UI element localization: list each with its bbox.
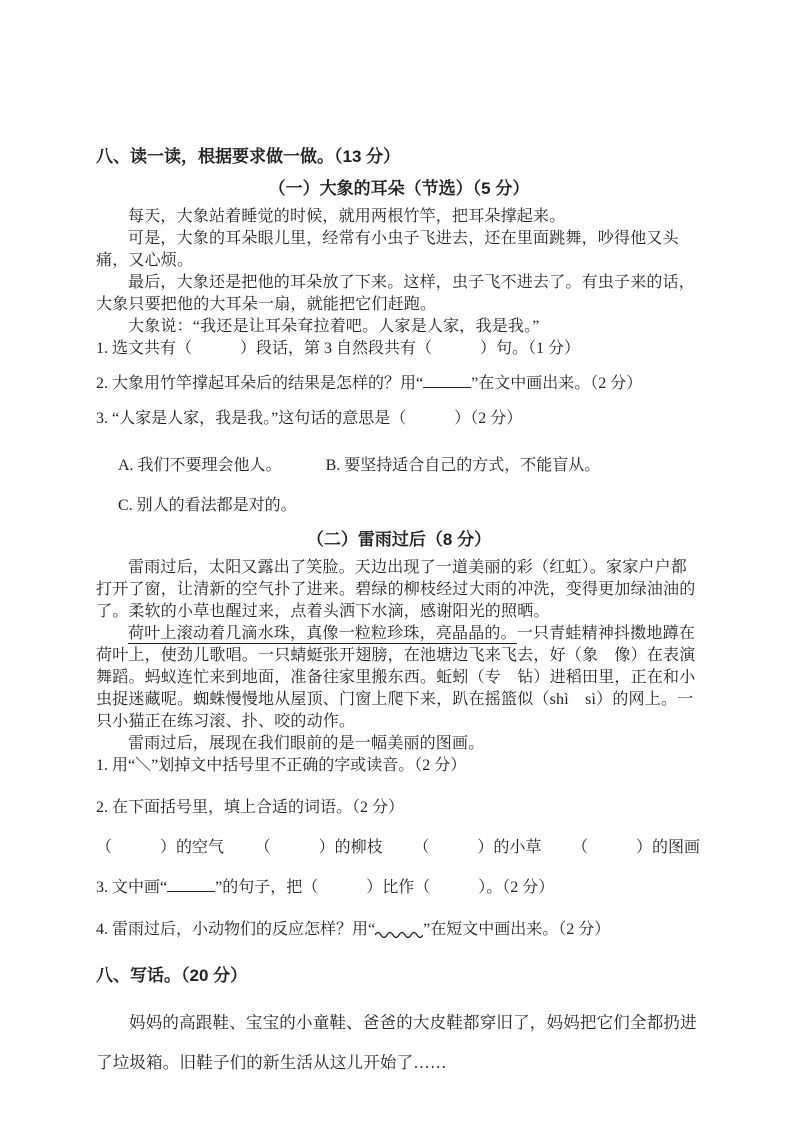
question-text: ”在短文中画出来。（2 分） xyxy=(423,921,611,938)
passage-text: 一只青蛙精神抖擞地蹲在荷叶上，使劲儿歌唱。一只蜻蜓张开翅膀，在池塘边飞来飞去，好（象 像）在表演舞蹈。蚂蚁连忙来到地面，准备往家里搬东西。蚯蚓（专 钻）进稻田里，正在和小虫捉迷藏呢。蜘蛛慢慢地从屋顶、门窗上爬下来，趴在摇篮似（shì sì）的网上。一只小猫正在练习滚、扑、咬的动作。 xyxy=(96,625,696,730)
passage1-paragraph: 最后，大象还是把他的耳朵放了下来。这样，虫子飞不进去了。有虫子来的话，大象只要把他的大耳朵一扇，就能把它们赶跑。 xyxy=(96,274,696,313)
passage2-question-3 xyxy=(96,877,702,899)
passage2-title: （二）雷雨过后（8 分） xyxy=(306,530,492,549)
straight-underline-blank xyxy=(167,877,215,892)
wavy-underline-icon xyxy=(375,920,423,934)
question-text: 2. 大象用竹竿撑起耳朵后的结果是怎样的？用“ xyxy=(96,375,424,392)
passage2-question-2: 2. 在下面括号里，填上合适的词语。（2 分） xyxy=(96,799,405,816)
blank-phrase: （ ）的小草 xyxy=(413,839,542,856)
question-text: ”在文中画出来。（2 分） xyxy=(471,375,643,392)
passage1-question-1: 1. 选文共有（ ）段话，第 3 自然段共有（ ）句。（1 分） xyxy=(96,340,581,357)
passage1-paragraph: 每天，大象站着睡觉的时候，就用两根竹竿，把耳朵撑起来。 xyxy=(128,208,566,225)
passage1-title: （一）大象的耳朵（节选）（5 分） xyxy=(268,179,530,198)
blank-phrase: （ ）的空气 xyxy=(96,839,225,856)
blank-phrase: （ ）的图画 xyxy=(571,839,700,856)
write-prompt: 妈妈的高跟鞋、宝宝的小童鞋、爸爸的大皮鞋都穿旧了，妈妈把它们全都扔进了垃圾箱。旧鞋子们的新生活从这儿开始了…… xyxy=(96,1013,697,1072)
read-section-heading: 八、读一读，根据要求做一做。（13 分） xyxy=(96,147,401,166)
passage2-question-4 xyxy=(96,919,702,941)
passage2-question-1: 1. 用“＼”划掉文中括号里不正确的字或读音。（2 分） xyxy=(96,757,467,774)
question-text: 3. 文中画“ xyxy=(96,879,168,896)
page-content xyxy=(96,146,702,1100)
question-text: 4. 雷雨过后，小动物们的反应怎样？用“ xyxy=(96,921,376,938)
write-section-heading: 八、写话。（20 分） xyxy=(96,966,248,985)
passage1-paragraph: 大象说：“我还是让耳朵耷拉着吧。人家是人家，我是我。” xyxy=(128,318,540,335)
option-a: A. 我们不要理会他人。 xyxy=(118,457,282,474)
blank-phrase: （ ）的柳枝 xyxy=(254,839,383,856)
passage1-question-2 xyxy=(96,373,702,395)
passage2-paragraph: 雷雨过后，展现在我们眼前的是一幅美丽的图画。 xyxy=(128,735,485,752)
underlined-sentence: 荷叶上滚动着几滴水珠，真像一粒粒珍珠，亮晶晶的。 xyxy=(128,625,517,642)
passage1-options-row xyxy=(96,456,702,476)
passage2-paragraph xyxy=(96,623,702,733)
straight-underline-blank xyxy=(423,373,471,388)
passage1-paragraph: 可是，大象的耳朵眼儿里，经常有小虫子飞进去，还在里面跳舞，吵得他又头痛，又心烦。 xyxy=(96,230,679,269)
fill-in-blanks-row xyxy=(96,837,702,859)
option-c: C. 别人的看法都是对的。 xyxy=(118,497,297,514)
question-text: ”的句子，把（ ）比作（ ）。（2 分） xyxy=(215,879,555,896)
option-b: B. 要坚持适合自己的方式，不能盲从。 xyxy=(325,457,601,474)
passage2-paragraph: 雷雨过后，太阳又露出了笑脸。天边出现了一道美丽的彩（红虹）。家家户户都打开了窗，让清新的空气扑了进来。碧绿的柳枝经过大雨的冲洗，变得更加绿油油的了。柔软的小草也醒过来，点着头洒下水滴，感谢阳光的照晒。 xyxy=(96,559,696,620)
passage1-question-3: 3. “人家是人家，我是我。”这句话的意思是（ ）（2 分） xyxy=(96,410,523,427)
